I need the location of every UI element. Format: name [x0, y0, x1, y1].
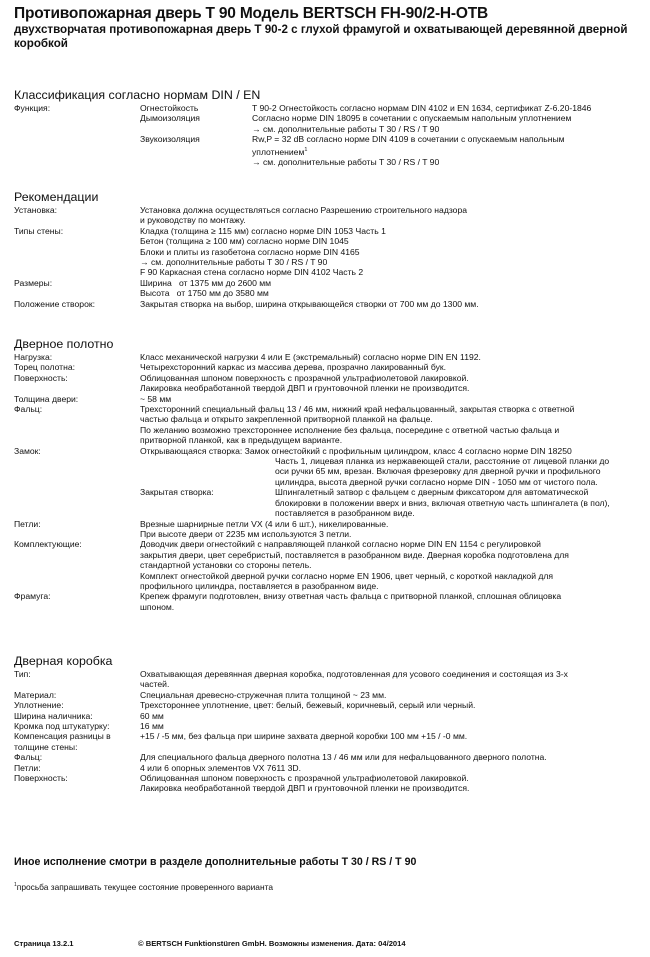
value-line: частей. [140, 679, 170, 690]
value-line: Шпингалетный затвор с фальцем с дверным фиксатором для автоматической [275, 487, 589, 498]
value-line: оси ручки 65 мм, врезан. Включая фрезеровку для дверной ручки и профильного [275, 466, 601, 477]
value-line: F 90 Каркасная стена согласно норме DIN 4102 Часть 2 [140, 267, 364, 278]
value-line: Закрытая створка на выбор, ширина открывающейся створки от 700 мм до 1300 мм. [140, 298, 479, 309]
value-line: Облицованная шпоном поверхность с прозрачной ультрафиолетовой лакировкой. [140, 773, 469, 784]
value-line: уплотнением$^1$ [252, 146, 308, 157]
value-line: Согласно норме DIN 18095 в сочетании с опускаемым напольным уплотнением [252, 113, 572, 124]
lock-row [14, 446, 644, 519]
value-line: Часть 1, лицевая планка из нержавеющей стали, расстояние от лицевой планки до [275, 456, 610, 467]
value-line: Блоки и плиты из газобетона согласно норме DIN 4165 [140, 246, 360, 257]
row-label: Комплектующие: [14, 539, 82, 550]
value-line: Лакировка необработанной твердой ДВП и грунтовочной пленки не производится. [140, 783, 470, 794]
row-label: Установка: [14, 205, 58, 215]
value-line: Специальная древесно-стружечная плита толщиной ~ 23 мм. [140, 689, 387, 700]
value-line: цилиндра, высота дверной ручки согласно норме DIN - 1050 мм от чистого пола. [275, 476, 598, 487]
document-subtitle: двухстворчатая противопожарная дверь T 90-2 с глухой фрамугой и охватывающей деревянной дверной коробкой [14, 23, 628, 50]
row-label: Замок: [14, 445, 41, 456]
section-heading: Рекомендации [14, 190, 99, 204]
value-line: 4 или 6 опорных элементов VX 7611 3D. [140, 762, 302, 773]
section-recommendations [14, 190, 644, 309]
value-line: → см. дополнительные работы T 30 / RS / T 90 [252, 156, 440, 167]
row-label: Материал: [14, 689, 57, 700]
value-line: 60 мм [140, 710, 164, 721]
sub-label: Закрытая створка: [140, 487, 214, 498]
value-line: Ширина от 1375 мм до 2600 мм [140, 277, 272, 288]
value-line: притворной планкой, как в предыдущем варианте. [140, 435, 343, 446]
row-label: Уплотнение: [14, 700, 64, 711]
section-heading: Классификация согласно нормам DIN / EN [14, 88, 261, 102]
value-line: Комплект огнестойкой дверной ручки согласно норме EN 1906, цвет черный, с короткой накладкой для [140, 570, 554, 581]
value-line: блокировки в положении вверх и вниз, включая ответную часть шпингалета (в пол), [275, 497, 610, 508]
value-line: Трехсторонний специальный фальц 13 / 46 мм, нижний край нефальцованный, закрытая створка с ответной [140, 404, 575, 415]
sub-label: Дымоизоляция [140, 113, 200, 124]
row-label: Фальц: [14, 404, 43, 415]
value-line: Для специального фальца дверного полотна 13 / 46 мм или для нефальцованного дверного полотна. [140, 752, 547, 763]
footnote-text: просьба запрашивать текущее состояние проверенного варианта [16, 882, 273, 892]
row-label: Типы стены: [14, 225, 64, 236]
row-label: Поверхность: [14, 773, 68, 784]
value-line: Облицованная шпоном поверхность с прозрачной ультрафиолетовой лакировкой. [140, 372, 469, 383]
row-label: Фальц: [14, 752, 43, 763]
sub-label: Огнестойкость [140, 103, 199, 113]
value-line: Rw,P = 32 dB согласно норме DIN 4109 в сочетании с опускаемым напольным [252, 134, 565, 145]
value-line: ~ 58 мм [140, 393, 172, 404]
row-label: Кромка под штукатурку: [14, 721, 110, 732]
value-line: Врезные шарнирные петли VX (4 или 6 шт.), никелированные. [140, 518, 389, 529]
row-label: Тип: [14, 669, 31, 679]
section-heading: Дверное полотно [14, 337, 114, 351]
document-title: Противопожарная дверь T 90 Модель BERTSCH FH-90/2-H-OTB [14, 5, 489, 22]
value-line: шпоном. [140, 601, 175, 612]
value-line: 16 мм [140, 721, 164, 732]
value-line: закрытия двери, цвет серебристый, поставляется в разобранном виде. Дверная коробка подготовлена для [140, 549, 569, 560]
value-line: Высота от 1750 мм до 3580 мм [140, 288, 269, 299]
value-line: и руководству по монтажу. [140, 215, 246, 226]
value-line: Четырехсторонний каркас из массива дерева, прозрачно лакированный бук. [140, 362, 447, 373]
footnote [14, 882, 273, 892]
copyright: © BERTSCH Funktionstüren GmbH. Возможны изменения. Дата: 04/2014 [138, 939, 406, 948]
section-heading: Дверная коробка [14, 654, 113, 668]
value-line: Кладка (толщина ≥ 115 мм) согласно норме DIN 1053 Часть 1 [140, 225, 386, 236]
value-line: Доводчик двери огнестойкий с направляющей планкой согласно норме DIN EN 1154 с регулировкой [140, 539, 541, 550]
value-line: стандартной установки со стороны петель. [140, 560, 312, 571]
row-label: Компенсация разницы в толщине стены: [14, 731, 111, 752]
row-label: Положение створок: [14, 298, 95, 309]
row-label: Функция: [14, 103, 51, 113]
value-line: При высоте двери от 2235 мм используются 3 петли. [140, 528, 352, 539]
footnote-mark: 1 [304, 146, 308, 153]
row-label: Ширина наличника: [14, 710, 93, 721]
row-label: Торец полотна: [14, 362, 76, 373]
value-line: Трехстороннее уплотнение, цвет: белый, бежевый, коричневый, серый или черный. [140, 700, 476, 711]
row-label: Нагрузка: [14, 352, 53, 362]
value-line: поставляется в разобранном виде. [275, 508, 415, 519]
page-number: Страница 13.2.1 [14, 939, 74, 948]
value-line: Класс механической нагрузки 4 или E (экстремальный) согласно норме DIN EN 1192. [140, 352, 481, 362]
value-line: Открывающаяся створка: Замок огнестойкий с профильным цилиндром, класс 4 согласно норме DIN 18250 [140, 445, 572, 456]
value-line: Установка должна осуществляться согласно Разрешению строительного надзора [140, 205, 468, 215]
value-line: +15 / -5 мм, без фальца при ширине захвата дверной коробки 100 мм +15 / -0 мм. [140, 731, 468, 742]
value-line: → см. дополнительные работы T 30 / RS / T 90 [252, 123, 440, 134]
row-label: Размеры: [14, 277, 53, 288]
row-label: Петли: [14, 518, 41, 529]
other-version-note: Иное исполнение смотри в разделе дополнительные работы T 30 / RS / T 90 [14, 856, 417, 868]
value-line: Охватывающая деревянная дверная коробка, подготовленная для усового соединения и состоящая из 3-х [140, 669, 568, 679]
section-classification [14, 88, 644, 167]
section-door-frame [14, 654, 644, 794]
section-door-leaf [14, 337, 644, 612]
row-label: Поверхность: [14, 372, 68, 383]
value-line: Лакировка необработанной твердой ДВП и грунтовочной пленки не производится. [140, 383, 470, 394]
value-line: частью фальца и открыто закрепленной притворной планкой на фальце. [140, 414, 433, 425]
value-line: профильного цилиндра, поставляется в разобранном виде. [140, 580, 379, 591]
row-label: Толщина двери: [14, 393, 79, 404]
row-label: Петли: [14, 762, 41, 773]
footnote-mark: 1 [14, 882, 17, 889]
sub-label: Звукоизоляция [140, 134, 200, 145]
value-line: Крепеж фрамуги подготовлен, внизу ответная часть фальца с притворной планкой, сплошная облицовка [140, 591, 562, 602]
value-line: → см. дополнительные работы T 30 / RS / T 90 [140, 257, 328, 268]
value-line: Бетон (толщина ≥ 100 мм) согласно норме DIN 1045 [140, 236, 349, 247]
value-line: По желанию возможно трехстороннее исполнение без фальца, посередине с ответной частью фальца и [140, 424, 560, 435]
row-label: Фрамуга: [14, 591, 51, 602]
value-line: T 90-2 Огнестойкость согласно нормам DIN 4102 и EN 1634, сертификат Z-6.20-1846 [252, 103, 592, 113]
